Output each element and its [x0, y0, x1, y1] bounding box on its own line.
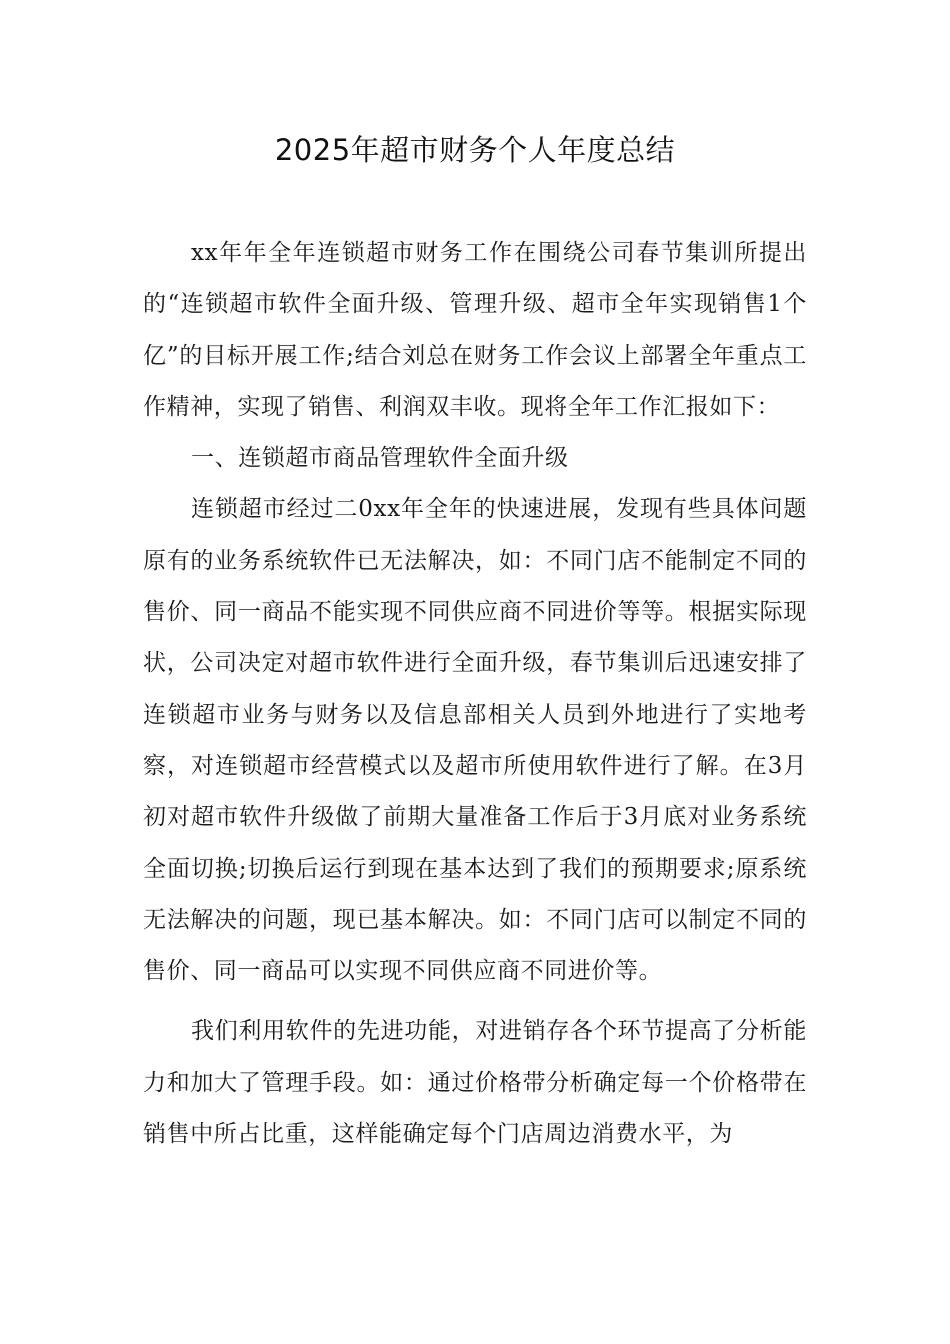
document-title: 2025年超市财务个人年度总结 [274, 133, 676, 167]
paragraph-software-upgrade: 连锁超市经过二0xx年全年的快速进展，发现有些具体问题原有的业务系统软件已无法解决，如：不同门店不能制定不同的售价、同一商品不能实现不同供应商不同进价等等。根据实际现状，公司决定对超市软件进行全面升级，春节集训后迅速安排了连锁超市业务与财务以及信息部相关人员到外地进行了实地考察，对连锁超市经营模式以及超市所使用软件进行了解。在3月初对超市软件升级做了前期大量准备工作后于3月底对业务系统全面切换;切换后运行到现在基本达到了我们的预期要求;原系统无法解决的问题，现已基本解决。如：不同门店可以制定不同的售价、同一商品可以实现不同供应商不同进价等。 [143, 496, 807, 985]
document-body [143, 228, 807, 1160]
section-heading-1: 一、连锁超市商品管理软件全面升级 [191, 445, 569, 472]
paragraph-spacer [143, 997, 807, 1006]
paragraph-analysis: 我们利用软件的先进功能，对进销存各个环节提高了分析能力和加大了管理手段。如：通过价格带分析确定每一个价格带在销售中所占比重，这样能确定每个门店周边消费水平，为 [143, 1018, 807, 1148]
paragraph-intro: xx年年全年连锁超市财务工作在围绕公司春节集训所提出的“连锁超市软件全面升级、管理升级、超市全年实现销售1个亿”的目标开展工作;结合刘总在财务工作会议上部署全年重点工作精神，实现了销售、利润双丰收。现将全年工作汇报如下： [143, 240, 807, 420]
